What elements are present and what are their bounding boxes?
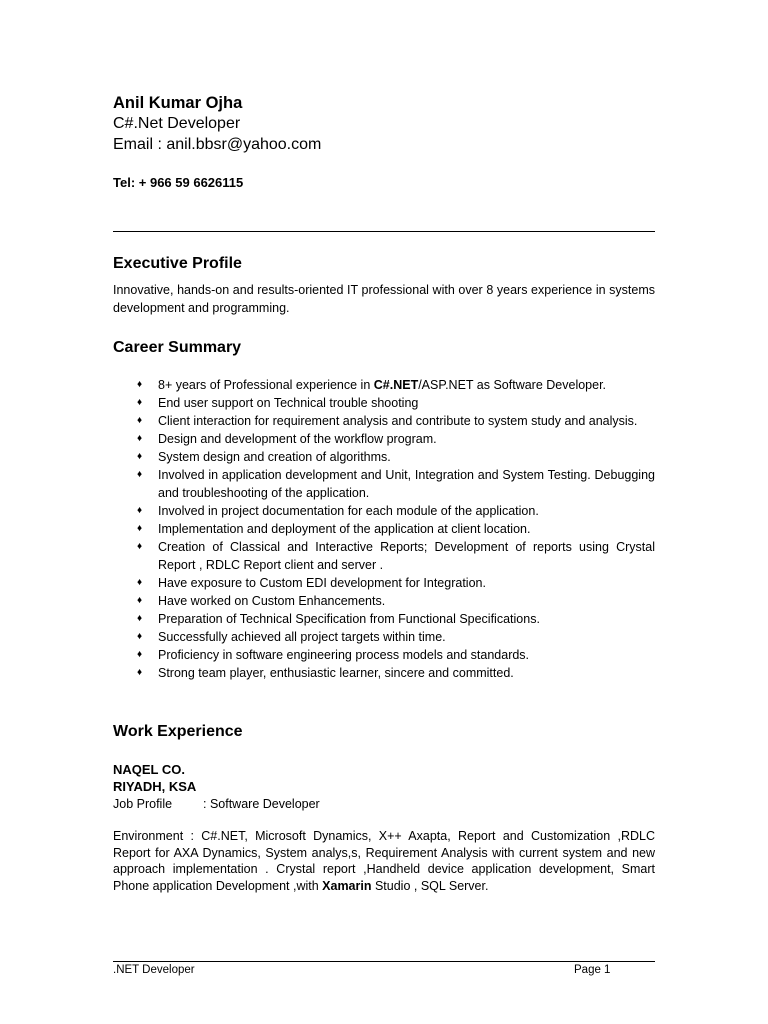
career-summary-item-text: System design and creation of algorithms. (158, 450, 391, 464)
career-summary-item (113, 520, 655, 538)
job-profile-label: Job Profile (113, 797, 173, 811)
footer-page-number: Page 1 (574, 964, 611, 976)
career-summary-item-text: Involved in application development and Unit, Integration and System Testing. Debugging and troubleshooting of the application. (158, 468, 655, 500)
diamond-bullet-icon: ♦ (137, 505, 143, 516)
diamond-bullet-icon: ♦ (137, 649, 143, 660)
career-summary-item-text: End user support on Technical trouble shooting (158, 396, 419, 410)
diamond-bullet-icon: ♦ (137, 451, 143, 462)
career-summary-item-text-post: /ASP.NET as Software Developer. (418, 378, 607, 392)
environment-text-pre: Environment : C#.NET, Microsoft Dynamics, X++ Axapta, Report and Customization ,RDLC Report for AXA Dynamics, System analys,s, Requirement Analysis with current system and new approach implementation . Crystal report ,Handheld device application development, Smart Phone application Development ,with (113, 829, 655, 893)
career-summary-item-text: 8+ years of Professional experience in (158, 378, 374, 392)
company-location: RIYADH, KSA (113, 779, 197, 794)
career-summary-item (113, 628, 655, 646)
career-summary-item-bold: C#.NET (373, 378, 419, 392)
diamond-bullet-icon: ♦ (137, 523, 143, 534)
career-summary-item (113, 574, 655, 592)
career-summary-item (113, 430, 655, 448)
executive-profile-text: Innovative, hands-on and results-oriented IT professional with over 8 years experience in systems development and programming. (113, 283, 655, 315)
career-summary-item-text: Preparation of Technical Specification from Functional Specifications. (158, 612, 540, 626)
diamond-bullet-icon: ♦ (137, 433, 143, 444)
career-summary-item (113, 448, 655, 466)
diamond-bullet-icon: ♦ (137, 595, 143, 606)
footer-divider (113, 961, 655, 962)
diamond-bullet-icon: ♦ (137, 379, 143, 390)
environment-text-bold: Xamarin (322, 878, 372, 893)
work-experience-heading: Work Experience (113, 723, 243, 740)
career-summary-item-text: Successfully achieved all project targets within time. (158, 630, 446, 644)
career-summary-item (113, 376, 655, 394)
diamond-bullet-icon: ♦ (137, 397, 143, 408)
diamond-bullet-icon: ♦ (137, 577, 143, 588)
diamond-bullet-icon: ♦ (137, 541, 143, 552)
career-summary-item (113, 538, 655, 574)
career-summary-heading: Career Summary (113, 339, 242, 356)
career-summary-item (113, 502, 655, 520)
header-divider (113, 231, 655, 232)
diamond-bullet-icon: ♦ (137, 415, 143, 426)
executive-profile-heading: Executive Profile (113, 255, 242, 272)
career-summary-item-text: Creation of Classical and Interactive Reports; Development of reports using Crystal Report , RDLC Report client and server . (158, 540, 655, 572)
career-summary-item-text: Have worked on Custom Enhancements. (158, 594, 386, 608)
career-summary-item (113, 592, 655, 610)
diamond-bullet-icon: ♦ (137, 613, 143, 624)
candidate-telephone: Tel: + 966 59 6626115 (113, 175, 244, 190)
career-summary-item-text: Strong team player, enthusiastic learner, sincere and committed. (158, 666, 514, 680)
diamond-bullet-icon: ♦ (137, 667, 143, 678)
career-summary-item (113, 466, 655, 502)
career-summary-item-text: Implementation and deployment of the application at client location. (158, 522, 531, 536)
candidate-email: Email : anil.bbsr@yahoo.com (113, 136, 322, 153)
job-profile-value: : Software Developer (203, 797, 320, 811)
career-summary-item (113, 610, 655, 628)
career-summary-item-text: Design and development of the workflow program. (158, 432, 437, 446)
career-summary-item-text: Involved in project documentation for each module of the application. (158, 504, 539, 518)
career-summary-item-text: Client interaction for requirement analysis and contribute to system study and analysis. (158, 414, 638, 428)
career-summary-item (113, 412, 655, 430)
diamond-bullet-icon: ♦ (137, 469, 143, 480)
job-profile-line (113, 797, 320, 811)
career-summary-item (113, 646, 655, 664)
career-summary-list (113, 376, 655, 682)
career-summary-item (113, 394, 655, 412)
company-name: NAQEL CO. (113, 762, 185, 777)
candidate-role: C#.Net Developer (113, 115, 241, 132)
environment-text (113, 828, 655, 894)
footer-title: .NET Developer (113, 964, 195, 976)
career-summary-item-text: Proficiency in software engineering process models and standards. (158, 648, 530, 662)
diamond-bullet-icon: ♦ (137, 631, 143, 642)
environment-text-post: Studio , SQL Server. (371, 878, 489, 893)
candidate-name: Anil Kumar Ojha (113, 94, 243, 112)
career-summary-item (113, 664, 655, 682)
career-summary-item-text: Have exposure to Custom EDI development for Integration. (158, 576, 486, 590)
